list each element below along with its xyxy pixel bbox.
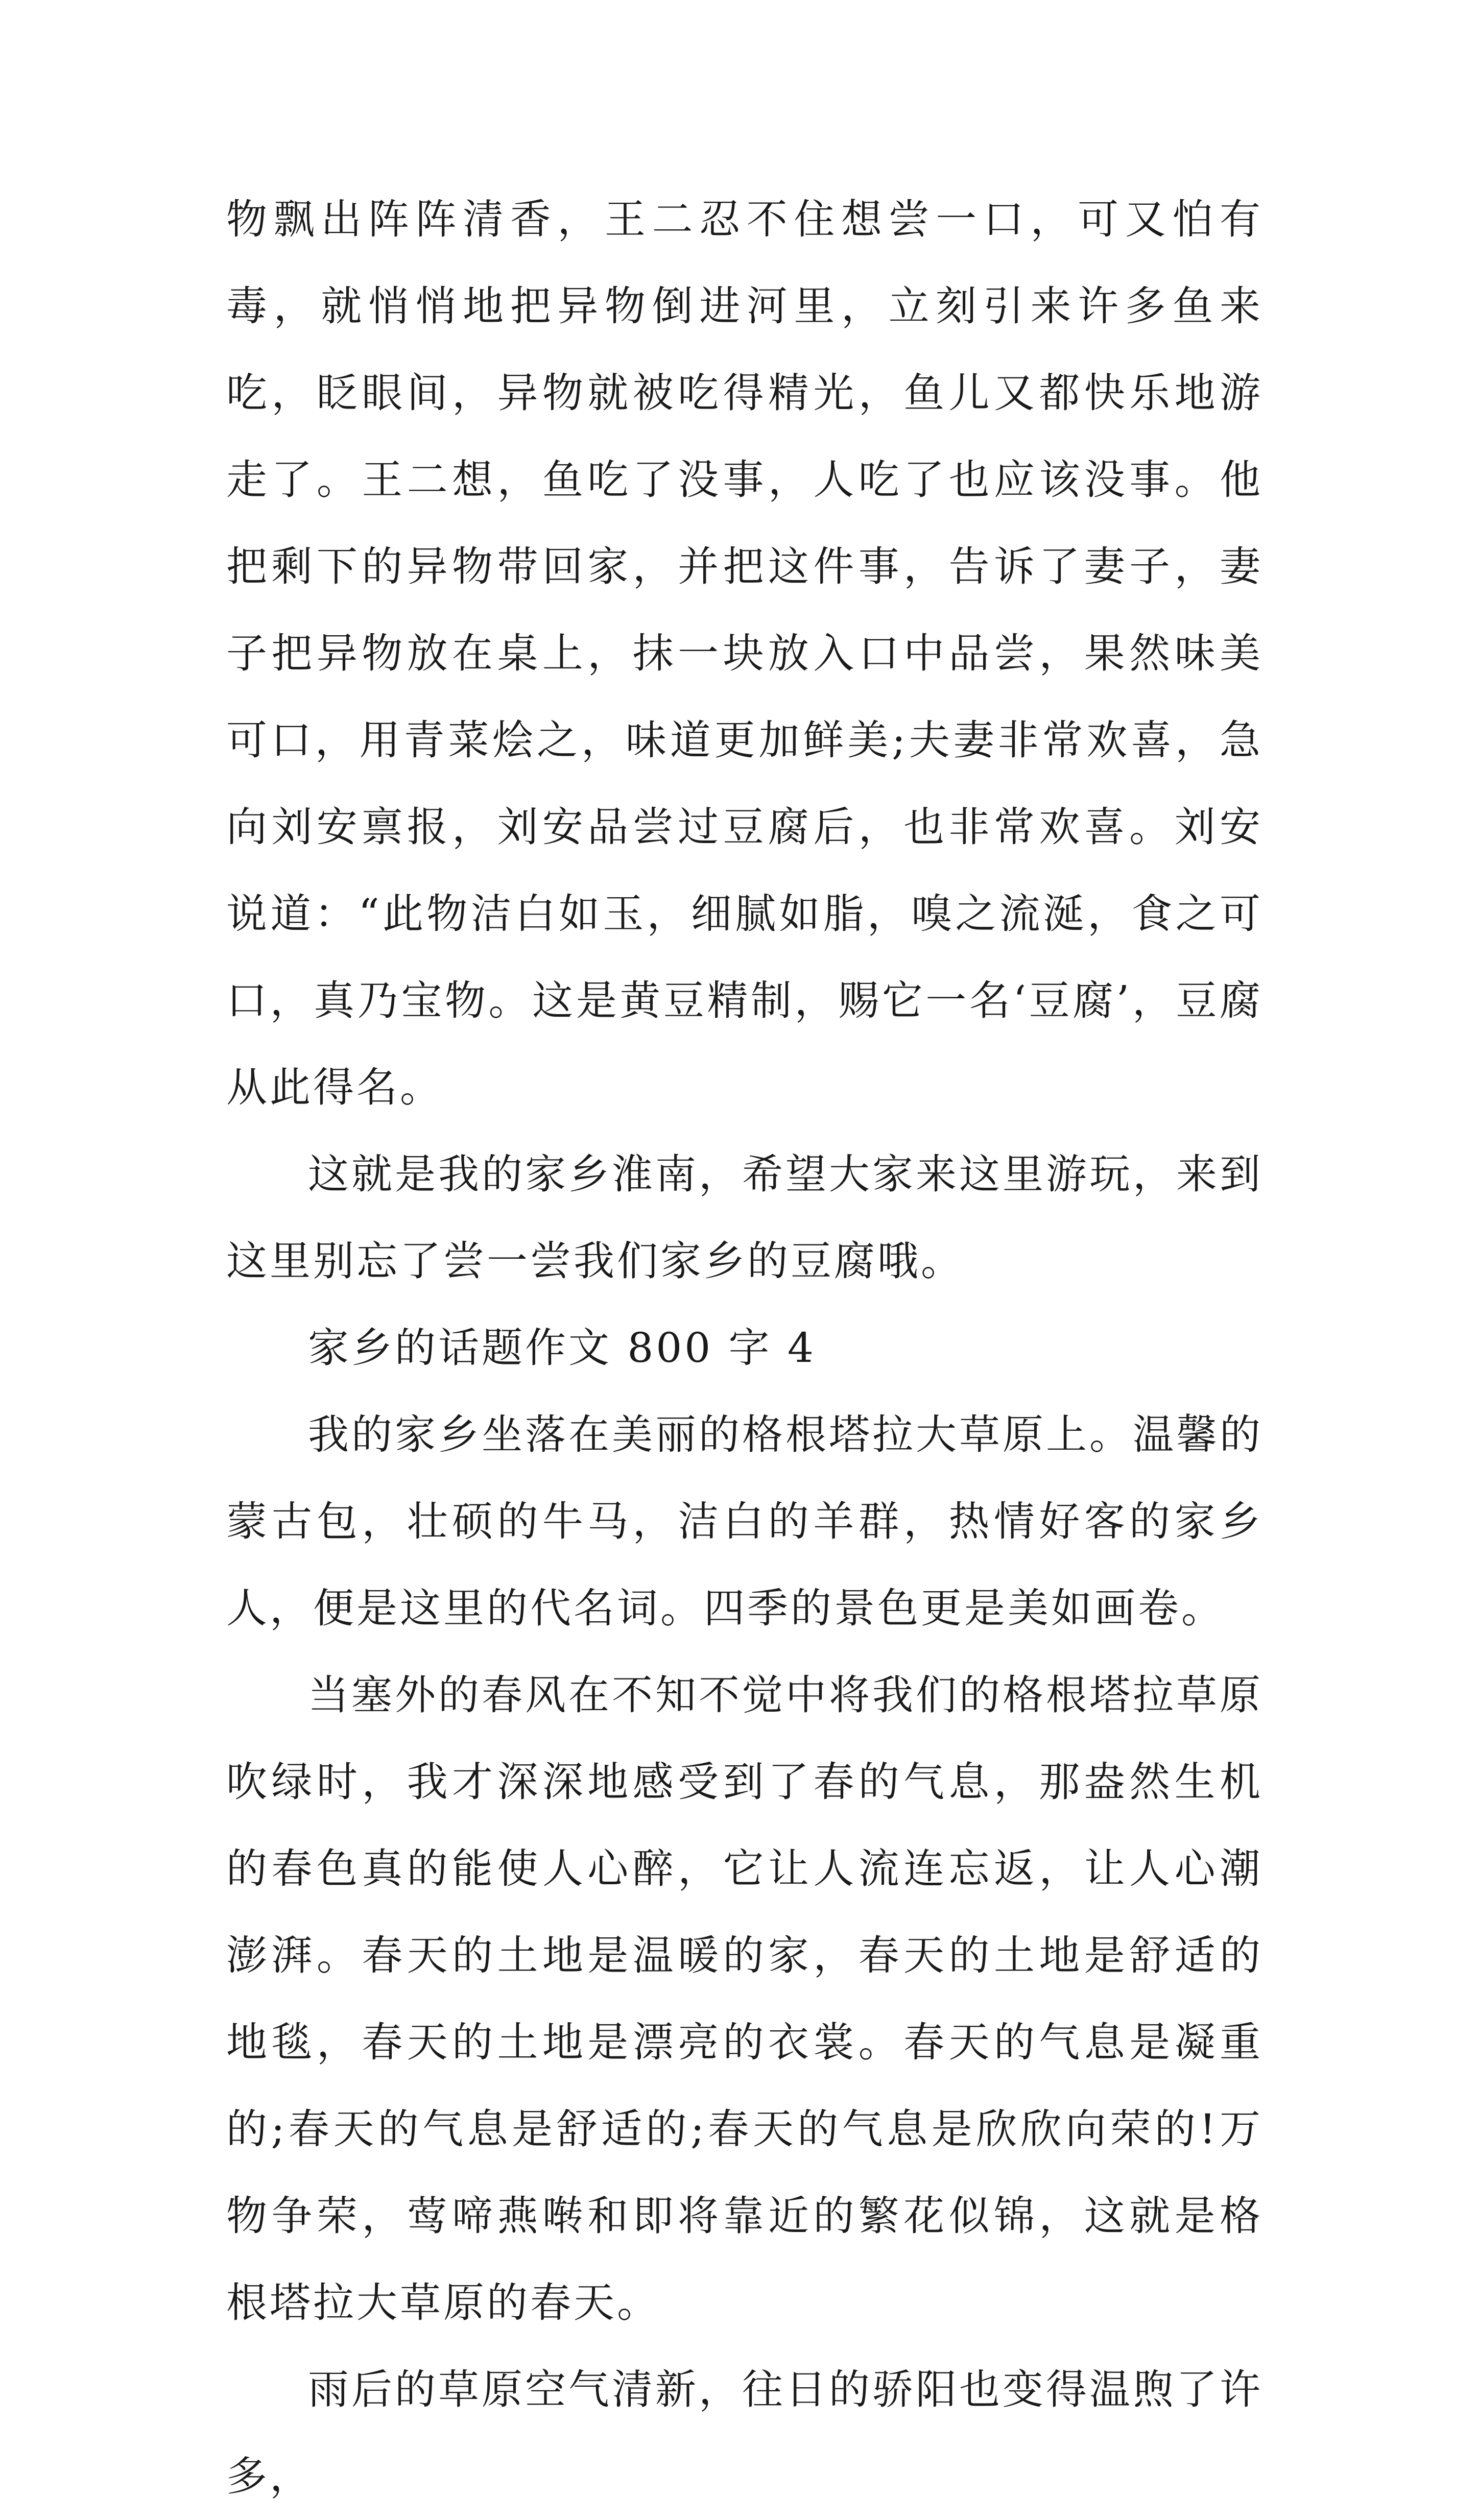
- paragraph-huainan-conclusion: 这就是我的家乡淮南，希望大家来这里游玩，来到这里别忘了尝一尝我们家乡的豆腐哦。: [226, 1150, 1263, 1285]
- paragraph-spring: 当塞外的春风在不知不觉中将我们的格根塔拉草原吹绿时，我才深深地感受到了春的气息，那盎然生机的春色真的能使人心醉，它让人流连忘返，让人心潮澎湃。春天的土地是温暖的家，春天的土地是舒适的地毯，春天的土地是漂亮的衣裳。春天的气息是凝重的;春天的气息是舒适的;春天的气息是欣欣向荣的!万物争荣，莺啼燕啭和即将靠近的繁花似锦，这就是格根塔拉大草原的春天。: [226, 1671, 1263, 2326]
- paragraph-after-rain: 雨后的草原空气清新，往日的骄阳也变得温煦了许多，: [226, 2366, 1263, 2500]
- document-body: [226, 176, 1263, 2520]
- paragraph-tofu-story: 物飘出阵阵清香，王二忍不住想尝一口，可又怕有毒，就悄悄地把异物倒进河里，立刻引来许多鱼来吃，眨眼间，异物就被吃得精光，鱼儿又都快乐地游走了。王二想，鱼吃了没事，人吃了也应该没事。他把剩下的异物带回家，并把这件事，告诉了妻子，妻子把异物放在桌上，抹一块放入口中品尝，果然味美可口，用青菜烩之，味道更加鲜美;夫妻非常欢喜，急向刘安禀报，刘安品尝过豆腐后，也非常欢喜。刘安说道：“此物洁白如玉，细腻如脂，嗅之流涎，食之可口，真乃宝物。这是黄豆精制，赐它一名‘豆腐’，豆腐从此得名。: [226, 196, 1263, 1111]
- paragraph-grassland-intro: 我的家乡坐落在美丽的格根塔拉大草原上。温馨的蒙古包，壮硕的牛马，洁白的羊群，热情好客的家乡人，便是这里的代名词。四季的景色更是美如画卷。: [226, 1411, 1263, 1632]
- section-heading: 家乡的话题作文 800 字 4: [308, 1324, 816, 1372]
